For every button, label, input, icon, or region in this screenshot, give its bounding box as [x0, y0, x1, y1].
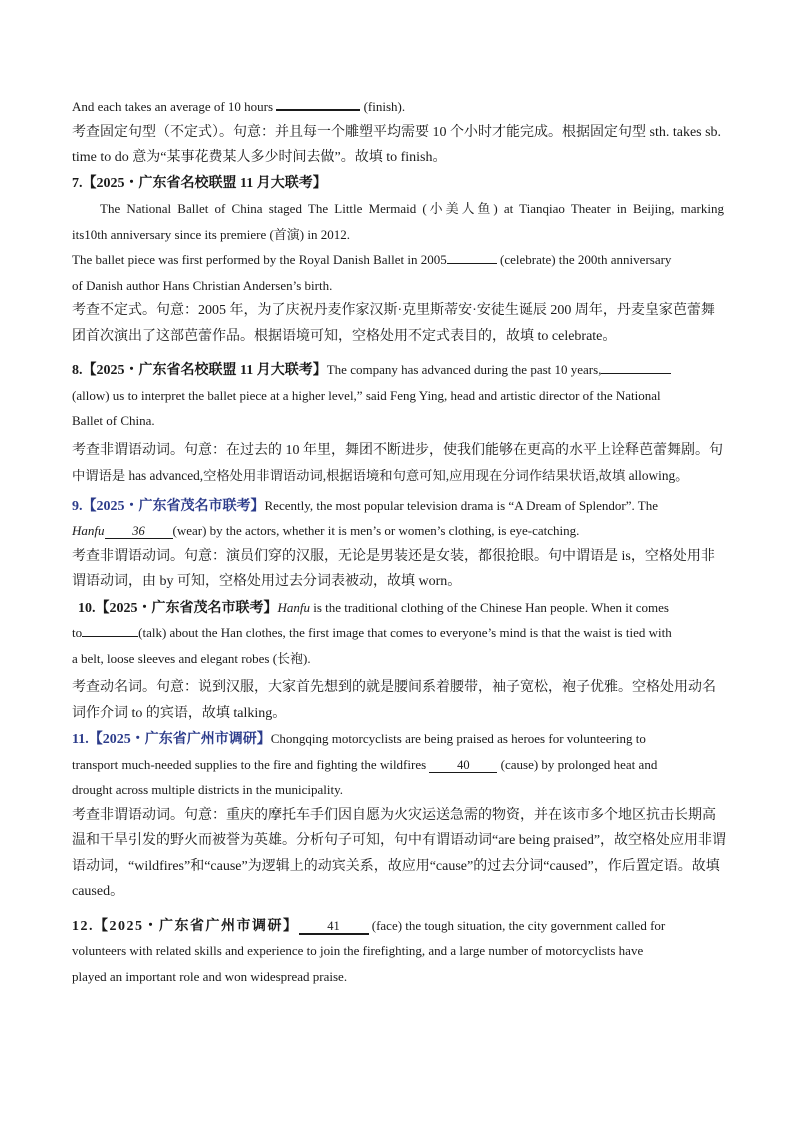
- q12-text: (face) the tough situation, the city government called for: [368, 917, 666, 933]
- q9-line1: [72, 493, 724, 519]
- q11-text: Chongqing motorcyclists are being praised as heroes for volunteering to: [270, 731, 646, 746]
- q7-text: The ballet piece was first performed by the Royal Danish Ballet in 2005: [72, 252, 447, 267]
- q6-sentence: [72, 94, 724, 120]
- q12-blank[interactable]: [299, 919, 369, 935]
- q9-analysis-line2: 谓语动词，由 by 可知，空格处用过去分词表被动，故填 worn。: [72, 574, 462, 589]
- q6-text: And each takes an average of 10 hours: [72, 99, 277, 114]
- q10-line1: [72, 595, 724, 621]
- q10-analysis-line1: 考查动名词。句意：说到汉服，大家首先想到的就是腰间系着腰带，袖子宽松，袍子优雅。空格处用动名: [72, 680, 716, 695]
- q7-analysis-line1: 考查不定式。句意：2005 年，为了庆祝丹麦作家汉斯·克里斯蒂安·安徒生诞辰 200 周年，丹麦皇家芭蕾舞: [72, 303, 715, 318]
- q7-line1: The National Ballet of China staged The Little Mermaid (小美人鱼) at Tianqiao Theater in Beijing, marking: [100, 201, 724, 216]
- q7-blank[interactable]: [447, 249, 497, 264]
- q8-line3: Ballet of China.: [72, 413, 155, 428]
- q7-text-end: (celebrate) the 200th anniversary: [496, 252, 672, 267]
- q11-text-end: (cause) by prolonged heat and: [497, 756, 658, 772]
- q7-header: 7.【2025・广东省名校联盟 11 月大联考】: [72, 175, 327, 191]
- q7-analysis-line2: 团首次演出了这部芭蕾作品。根据语境可知，空格处用不定式表目的，故填 to celebrate。: [72, 328, 617, 344]
- q9-header: 9.【2025・广东省茂名市联考】: [72, 498, 265, 514]
- q11-blank[interactable]: [429, 758, 497, 773]
- q12-header: 12.【2025・广东省广州市调研】: [72, 918, 299, 934]
- q7-line4: of Danish author Hans Christian Andersen’s birth.: [72, 277, 333, 293]
- q10-header: 10.【2025・广东省茂名市联考】: [78, 600, 278, 616]
- q11-line1: [72, 726, 724, 752]
- q9-hanfu: Hanfu: [72, 523, 105, 538]
- q11-analysis-line2: 温和干旱引发的野火而被誉为英雄。分析句子可知，句中有谓语动词“are being praised”，故空格处应用非谓: [72, 833, 727, 848]
- q11-line3: drought across multiple districts in the municipality.: [72, 782, 344, 797]
- q8-line1: [72, 357, 724, 383]
- q6-analysis-line2: time to do 意为“某事花费某人多少时间去做”。故填 to finish。: [72, 150, 447, 165]
- q11-text: transport much-needed supplies to the fire and fighting the wildfires: [72, 756, 430, 772]
- q8-blank[interactable]: [601, 359, 671, 374]
- q7-line2: its10th anniversary since its premiere (首演) in 2012.: [72, 226, 350, 242]
- q12-line3: played an important role and won widespread praise.: [72, 968, 348, 984]
- q8-header: 8.【2025・广东省名校联盟 11 月大联考】: [72, 363, 327, 378]
- q10-text: (talk) about the Han clothes, the first image that comes to everyone’s mind is that the waist is tied with: [138, 625, 672, 640]
- q10-hanfu: Hanfu: [277, 599, 310, 615]
- q12-blank-number: 41: [327, 918, 340, 933]
- q10-line3: a belt, loose sleeves and elegant robes (长袍).: [72, 650, 311, 666]
- q10-line2: [72, 620, 724, 646]
- q10-text: is the traditional clothing of the Chinese Han people. When it comes: [310, 599, 669, 615]
- q7-line3: [72, 247, 724, 273]
- q9-blank-number: 36: [132, 524, 145, 538]
- q11-analysis-line1: 考查非谓语动词。句意：重庆的摩托车手们因自愿为火灾运送急需的物资，并在该市多个地区抗击长期高: [72, 807, 716, 823]
- q11-header: 11.【2025・广东省广州市调研】: [72, 732, 271, 747]
- q6-analysis-line1: 考查固定句型（不定式）。句意：并且每一个雕塑平均需要 10 个小时才能完成。根据固定句型 sth. takes sb.: [72, 124, 722, 140]
- q8-line2: (allow) us to interpret the ballet piece at a higher level,” said Feng Ying, head and artistic director of the National: [72, 387, 661, 403]
- q10-text-start: to: [72, 625, 83, 640]
- document-page: [72, 94, 727, 989]
- q6-blank[interactable]: [276, 95, 360, 111]
- q10-analysis-line2: 词作介词 to 的宾语，故填 talking。: [72, 705, 287, 721]
- q6-text-end: (finish).: [360, 99, 406, 114]
- q11-line2: [72, 752, 724, 778]
- q8-text: The company has advanced during the past 10 years,: [326, 362, 602, 377]
- q9-text: Recently, the most popular television drama is “A Dream of Splendor”. The: [264, 497, 659, 513]
- q9-blank[interactable]: [105, 524, 173, 539]
- q12-line2: volunteers with related skills and experience to join the firefighting, and a large number of motorcyclists have: [72, 943, 644, 958]
- q9-analysis-line1: 考查非谓语动词。句意：演员们穿的汉服，无论是男装还是女装，都很抢眼。句中谓语是 is，空格处用非: [72, 548, 715, 564]
- q8-analysis-line1: 考查非谓语动词。句意：在过去的 10 年里，舞团不断进步，使我们能够在更高的水平上诠释芭蕾舞剧。句: [72, 442, 723, 458]
- q11-analysis-line4: caused。: [72, 884, 125, 899]
- q11-blank-number: 40: [457, 757, 470, 772]
- q12-line1: [72, 913, 724, 939]
- q9-text-end: (wear) by the actors, whether it is men’s or women’s clothing, is eye-catching.: [172, 523, 580, 538]
- q8-analysis-line2: 中谓语是 has advanced,空格处用非谓语动词,根据语境和句意可知,应用现在分词作结果状语,故填 allowing。: [72, 468, 689, 483]
- q10-blank[interactable]: [82, 622, 138, 637]
- q9-line2: [72, 518, 724, 544]
- q11-analysis-line3: 语动词，“wildfires”和“cause”为逻辑上的动宾关系，故应用“cause”的过去分词“caused”，作后置定语。故填: [72, 858, 720, 874]
